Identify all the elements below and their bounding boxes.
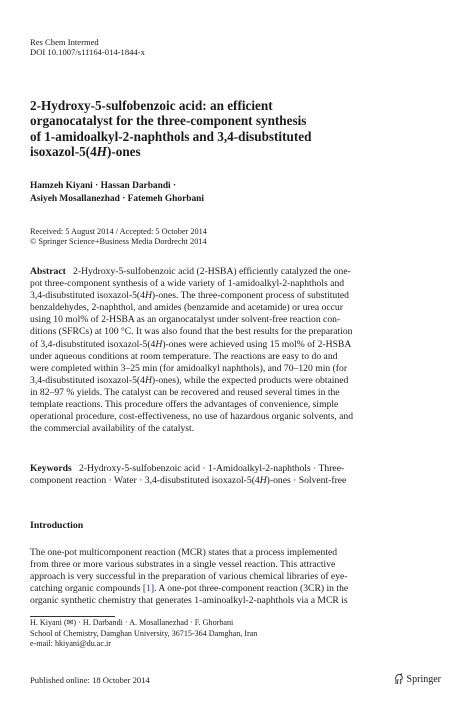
- author-affiliation-footnote: [30, 618, 257, 650]
- author-line: Asiyeh Mosallanezhad · Fatemeh Ghorbani: [30, 194, 204, 204]
- published-online: Published online: 18 October 2014: [30, 675, 150, 685]
- footnote-affiliation: School of Chemistry, Damghan University, 36715-364 Damghan, Iran: [30, 628, 258, 638]
- keywords-label: Keywords: [30, 463, 72, 474]
- springer-horse-icon: [393, 673, 405, 685]
- citation-link[interactable]: 1: [146, 583, 151, 595]
- footnote-email: e-mail: hkiyani@du.ac.ir: [30, 639, 111, 648]
- keywords: Keywords 2-Hydroxy-5-sulfobenzoic acid · 1-Amidoalkyl-2-naphthols · Three- component reaction · Water · 3,4-disubstituted isoxazol-5(4H)-ones · Solvent-free: [30, 463, 347, 487]
- abstract-label: Abstract: [30, 266, 66, 277]
- author-list: [30, 180, 204, 206]
- title-line: of 1-amidoalkyl-2-naphthols and 3,4-disubstituted: [30, 128, 312, 144]
- received-accepted: Received: 5 August 2014 / Accepted: 5 October 2014: [30, 227, 207, 236]
- title-line: organocatalyst for the three-component synthesis: [30, 113, 307, 129]
- footnote-divider: [30, 616, 115, 617]
- publisher-name: Springer: [406, 673, 441, 685]
- footnote-authors: H. Kiyani (✉) · H. Darbandi · A. Mosallanezhad · F. Ghorbani: [30, 618, 234, 627]
- publication-dates: [30, 227, 207, 248]
- author-line: Hamzeh Kiyani · Hassan Darbandi ·: [30, 181, 177, 191]
- journal-header: [30, 37, 145, 58]
- journal-doi: DOI 10.1007/s11164-014-1844-x: [30, 47, 145, 58]
- paper-title: [30, 98, 440, 160]
- abstract: Abstract 2-Hydroxy-5-sulfobenzoic acid (2-HSBA) efficiently catalyzed the one- pot three-component synthesis of a wide variety of 1-amidoalkyl-2-naphthols and 3,4-disubstituted isoxazol-5(4H)-ones. The three-component process of substituted benzaldehydes, 2-naphthol, and amides (benzamide and acetamide) or urea occur using 10 mol% of 2-HSBA as an organocatalyst under solvent-free reaction con- ditions (SFRCs) at 100 °C. It was also found that the best results for the preparation of 3,4-disubstituted isoxazol-5(4H)-ones were achieved using 15 mol% of 2-HSBA under aqueous conditions at room temperature. The reactions are easy to do and were completed within 3–25 min (for amidoalkyl naphthols), and 70–120 min (for 3,4-disubstituted isoxazol-5(4H)-ones), while the expected products were obtained in 82–97 % yields. The catalyst can be recovered and reused several times in the template reactions. This procedure offers the advantages of convenience, simple operational procedure, cost-effectiveness, no use of hazardous organic solvents, and the commercial availability of the catalyst.: [30, 266, 354, 435]
- copyright: © Springer Science+Business Media Dordrecht 2014: [30, 237, 207, 247]
- journal-name: Res Chem Intermed: [30, 37, 99, 47]
- section-heading-introduction: Introduction: [30, 520, 84, 531]
- title-line: isoxazol-5(4H)-ones: [30, 144, 141, 160]
- title-line: 2-Hydroxy-5-sulfobenzoic acid: an efficient: [30, 98, 273, 113]
- introduction-text: The one-pot multicomponent reaction (MCR) states that a process implemented from three or more various substrates in a single vessel reaction. This attractive approach is very successful in the preparation of various chemical libraries of eye- catching organic compounds [1]. A one-pot three-component reaction (3CR) in the organic synthetic chemistry that generates 1-aminoalkyl-2-naphthols via a MCR is: [30, 547, 349, 607]
- publisher-logo: [393, 673, 441, 685]
